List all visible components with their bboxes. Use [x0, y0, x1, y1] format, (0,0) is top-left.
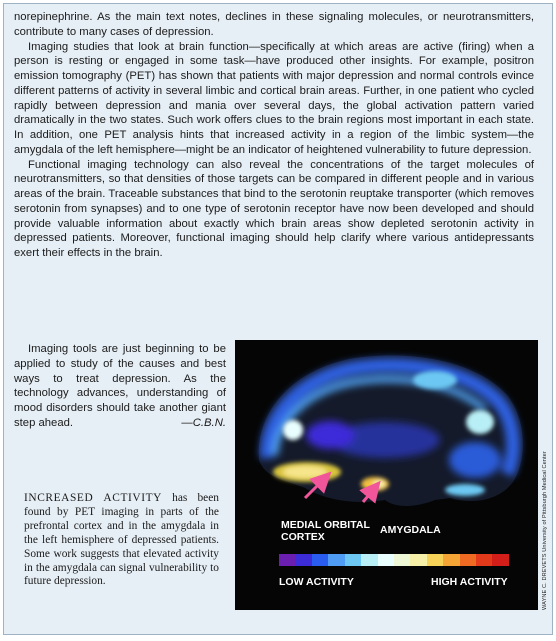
figure-caption: [24, 492, 219, 589]
amygdala-label: AMYGDALA: [380, 524, 441, 536]
colorbar-swatch: [361, 554, 377, 566]
colorbar-swatch: [427, 554, 443, 566]
article-page: [3, 3, 553, 635]
colorbar-swatch: [295, 554, 311, 566]
colorbar-swatch: [476, 554, 492, 566]
medial-orbital-cortex-label: MEDIAL ORBITAL CORTEX: [281, 519, 370, 543]
colorbar-swatch: [328, 554, 344, 566]
colorbar-swatch: [460, 554, 476, 566]
pet-brain-scan-image: [235, 340, 538, 610]
photo-credit: WAYNE C. DREVETS University of Pittsburgh Medical Center: [542, 451, 548, 610]
colorbar-swatch: [345, 554, 361, 566]
colorbar-swatch: [410, 554, 426, 566]
caption-text: has been found by PET imaging in parts of the prefrontal cortex and in the amygdala in the left hemisphere of depressed patients. Some work suggests that elevated activity in the amygdala can signal vulnerability to future depression.: [24, 492, 219, 588]
colorbar-swatch: [492, 554, 508, 566]
high-activity-label: HIGH ACTIVITY: [431, 576, 508, 588]
article-paragraph: Functional imaging technology can also reveal the concentrations of the target molecules of neurotransmitters, so that densities of those targets can be compared in different people and in various areas of the brain. Traceable substances that bind to the serotonin reuptake transporter (which removes serotonin from synapses) and to one type of serotonin receptor have now been developed and should provide valuable information about exactly which brain areas show depleted serotonin activity in depressed patients. Moreover, functional imaging should help clarify where various antidepressants exert their effects in the brain.: [14, 158, 534, 259]
colorbar-swatch: [312, 554, 328, 566]
colorbar-swatch: [378, 554, 394, 566]
colorbar-swatch: [394, 554, 410, 566]
activity-colorbar: [279, 554, 509, 566]
closing-text: Imaging tools are just beginning to be applied to study of the causes and best ways to treat depression. As the technology advances, understanding of mood disorders should take another giant step ahead.: [14, 343, 226, 429]
colorbar-swatch: [279, 554, 295, 566]
byline: —C.B.N.: [181, 416, 226, 429]
article-body: [14, 10, 534, 261]
pet-brain-scan-figure: [235, 340, 538, 610]
closing-paragraph: [14, 342, 226, 431]
low-activity-label: LOW ACTIVITY: [279, 576, 354, 588]
caption-lead: INCREASED ACTIVITY: [24, 492, 163, 504]
article-paragraph: norepinephrine. As the main text notes, declines in these signaling molecules, or neurotransmitters, contribute to many cases of depression.: [14, 11, 534, 38]
article-paragraph: Imaging studies that look at brain function—specifically at which areas are active (firing) when a person is resting or engaged in some task—have produced other insights. For example, positron emission tomography (PET) has shown that patients with major depression and normal controls evince different patterns of activity in several limbic and cortical brain areas. Further, in one patient who cycled rapidly between depression and mania over several days, the global activation pattern varied dramatically in the two states. Such work offers clues to the brain regions most important in each state. In addition, one PET analysis hints that increased activity in a region of the limbic system—the amygdala of the left hemisphere—might be an indicator of heightened vulnerability to future depression.: [14, 40, 534, 156]
colorbar-swatch: [443, 554, 459, 566]
